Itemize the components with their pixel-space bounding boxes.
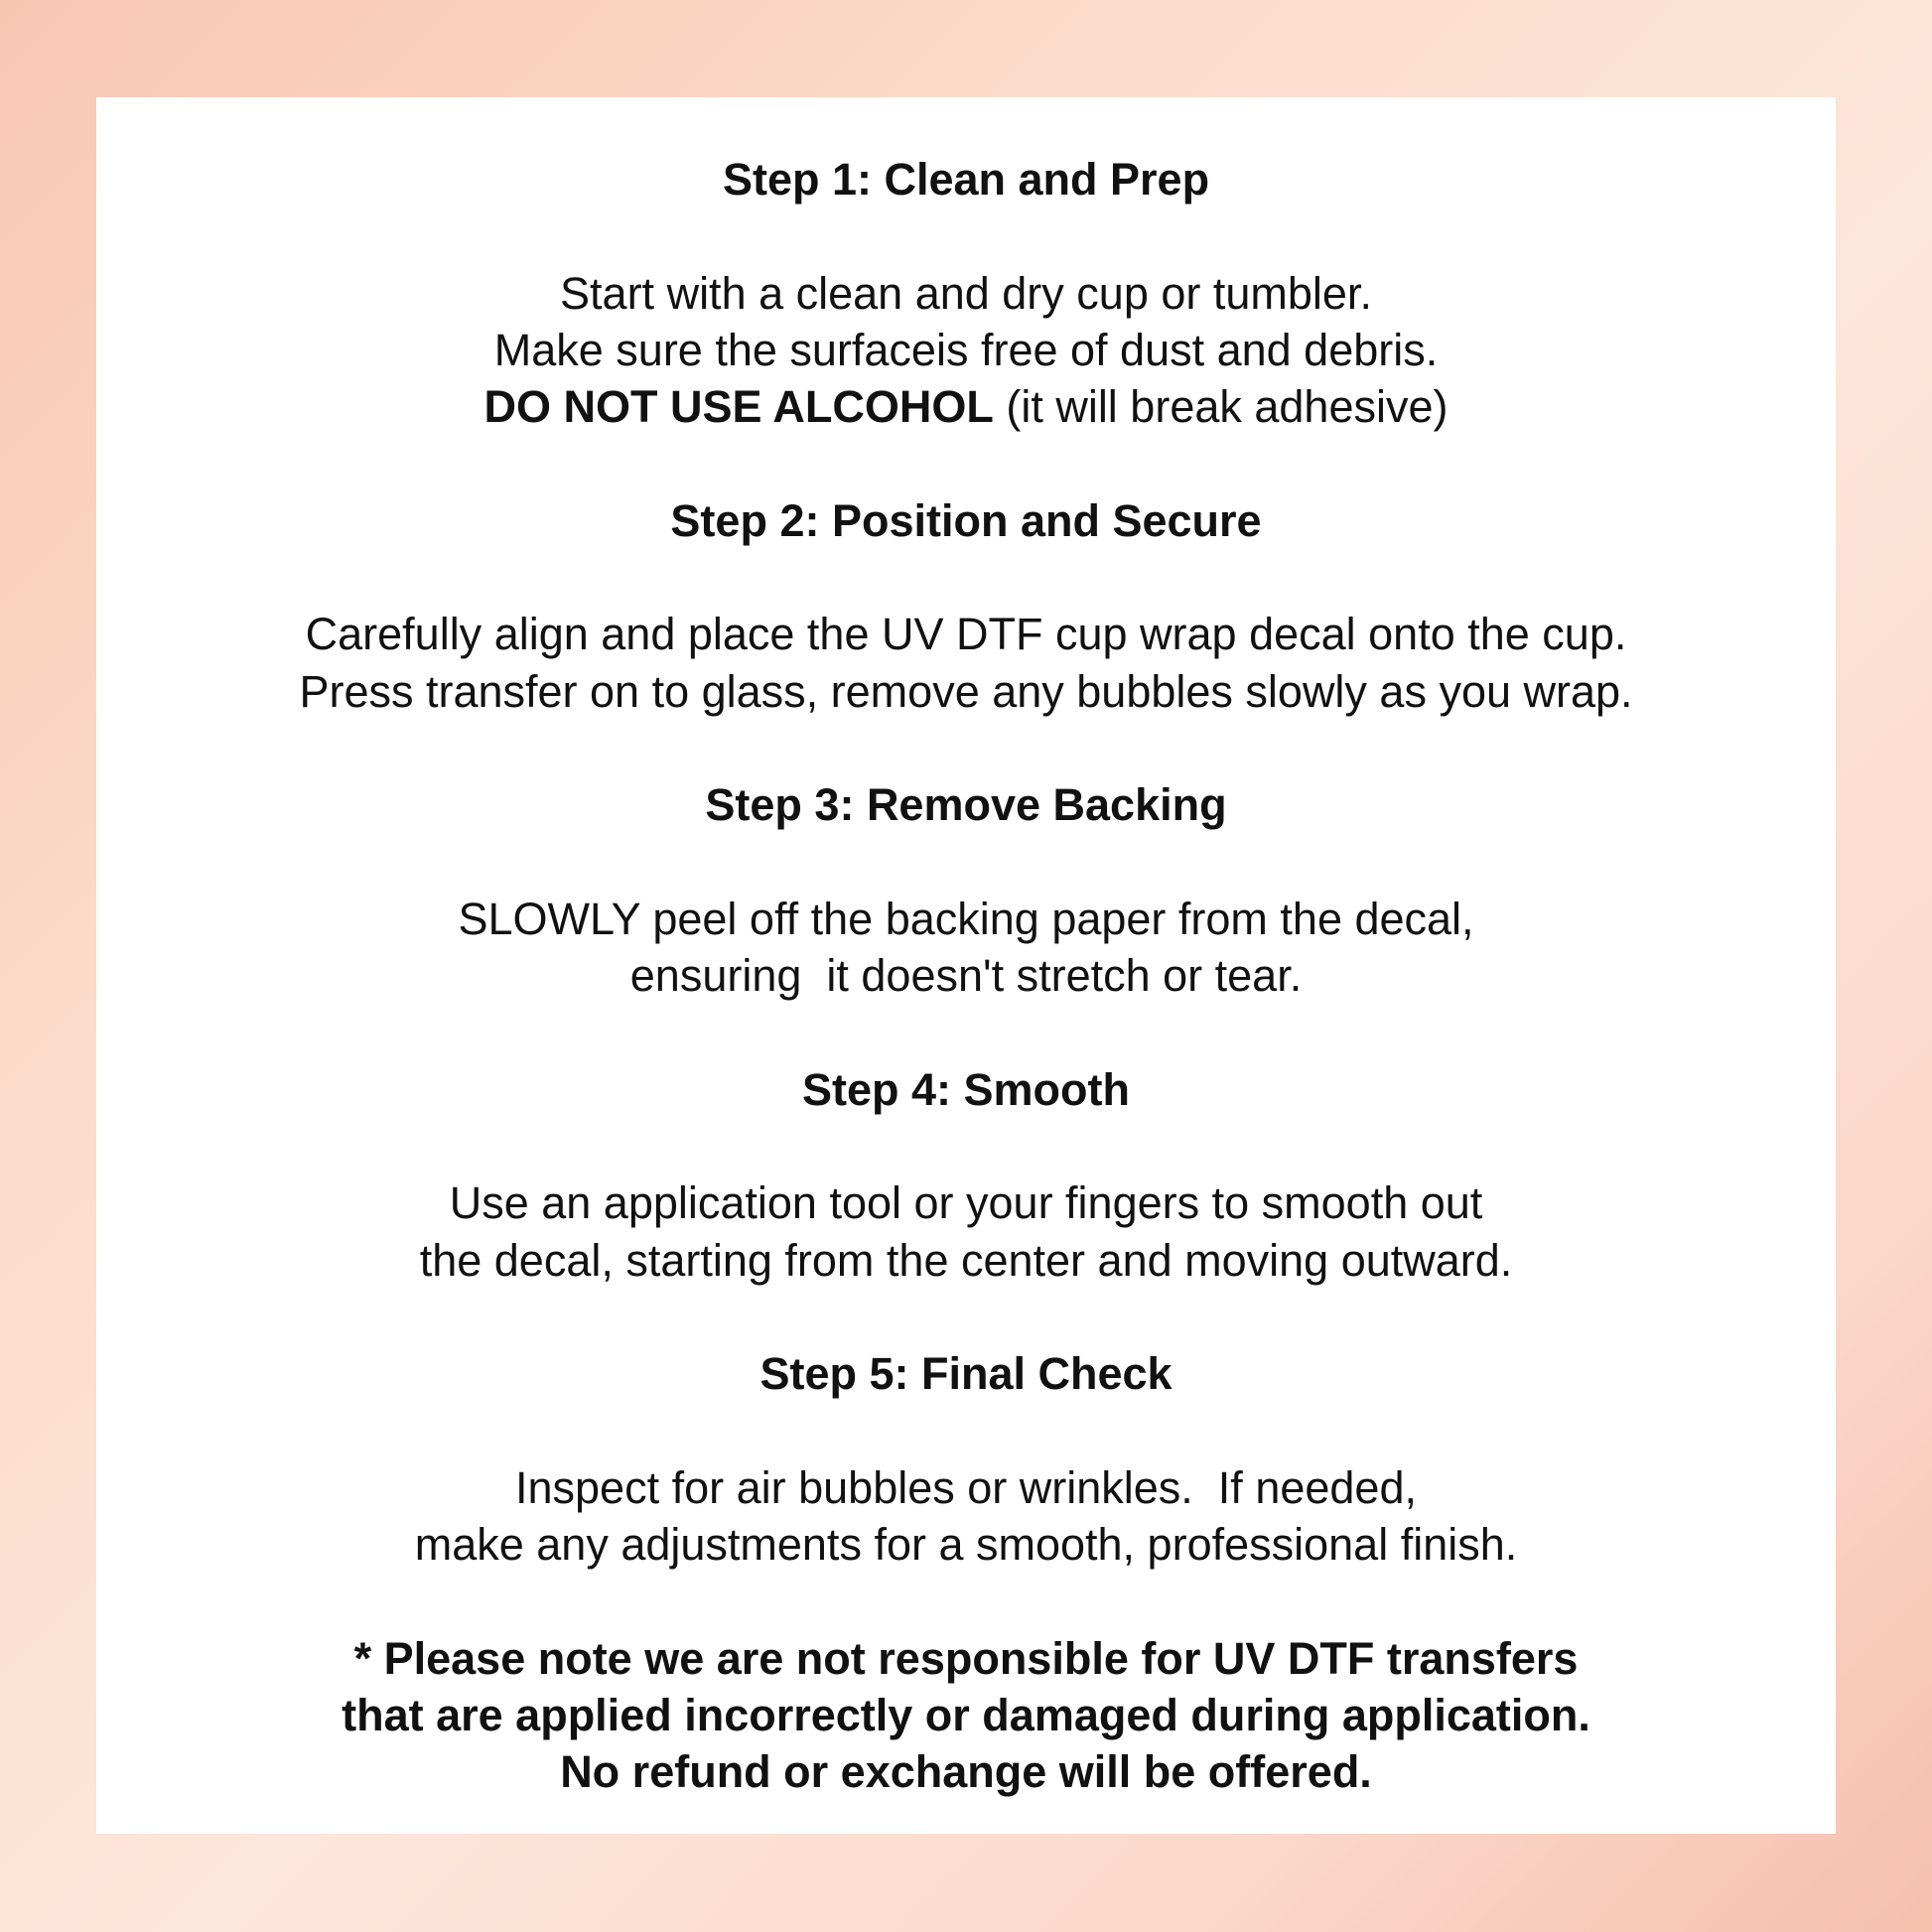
step-5-line: make any adjustments for a smooth, professional finish.	[414, 1519, 1518, 1571]
step-2-line: Carefully align and place the UV DTF cup wrap decal onto the cup.	[305, 609, 1627, 660]
disclaimer-line: No refund or exchange will be offered.	[560, 1746, 1372, 1798]
step-1-line: Start with a clean and dry cup or tumbler.	[560, 267, 1372, 319]
step-4-line: the decal, starting from the center and moving outward.	[419, 1234, 1513, 1286]
step-5-title: Step 5: Final Check	[759, 1348, 1173, 1400]
instructions-content	[96, 151, 1836, 1801]
warning-rest: (it will break adhesive)	[993, 381, 1449, 433]
step-3-line: ensuring it doesn't stretch or tear.	[629, 950, 1303, 1002]
step-1-warning	[96, 378, 1836, 435]
step-4-line: Use an application tool or your fingers to smooth out	[449, 1177, 1483, 1229]
step-1-line: Make sure the surfaceis free of dust and debris.	[493, 324, 1439, 375]
disclaimer-line: * Please note we are not responsible for UV DTF transfers	[353, 1632, 1579, 1684]
disclaimer-line: that are applied incorrectly or damaged during application.	[342, 1690, 1590, 1741]
step-1-title: Step 1: Clean and Prep	[722, 154, 1210, 205]
step-2-line: Press transfer on to glass, remove any bubbles slowly as you wrap.	[299, 665, 1633, 717]
step-5-line: Inspect for air bubbles or wrinkles. If needed,	[515, 1461, 1417, 1513]
step-3-title: Step 3: Remove Backing	[705, 779, 1227, 831]
step-3-line: SLOWLY peel off the backing paper from the decal,	[458, 893, 1474, 944]
step-4-title: Step 4: Smooth	[801, 1063, 1130, 1115]
instructions-card	[96, 97, 1836, 1834]
warning-bold: DO NOT USE ALCOHOL	[483, 381, 994, 433]
step-2-title: Step 2: Position and Secure	[670, 494, 1262, 546]
